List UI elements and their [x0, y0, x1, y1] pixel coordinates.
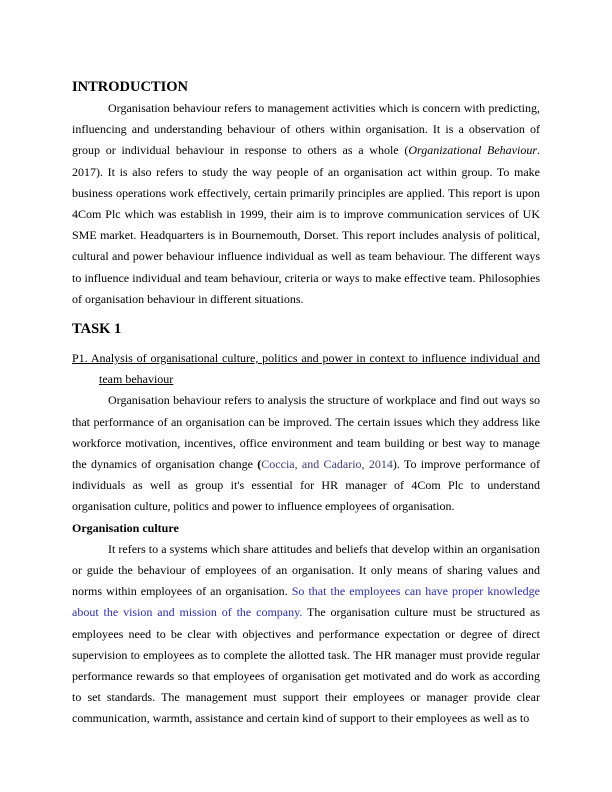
intro-text-a: Organisation behaviour refers to management activities which is concern with predicting, influencing and understanding behaviour of others within organisation. It is a observation of group or individual behaviour in response to others as a whole (	[72, 101, 540, 158]
introduction-heading: INTRODUCTION	[72, 79, 189, 95]
intro-text-b: . 2017). It is also refers to study the way people of an organisation act within group. To make business operations work effectively, certain primarily principles are applied. This report is upon 4Com Plc which was establish in 1999, their aim is to improve communication services of UK SME market. Headquarters is in Bournemouth, Dorset. This report includes analysis of political, cultural and power behaviour influence individual as well as team behaviour. The different ways to influence individual and team behaviour, criteria or ways to make effective team. Philosophies of organisation behaviour in different situations.	[72, 143, 540, 306]
document-page	[72, 72, 540, 730]
task1-heading: TASK 1	[72, 321, 122, 338]
task1-text-b: ). To improve performance of individuals as well as group it's essential for HR manager of 4Com Plc to understand organisation culture, politics and power to influence employees of organisation.	[72, 457, 540, 514]
culture-paragraph	[72, 539, 540, 730]
intro-italic-source: Organizational Behaviour	[408, 143, 537, 158]
introduction-paragraph	[72, 98, 540, 310]
culture-text-b: The organisation culture must be structured as employees need to be clear with objectives and performance expectation or degree of direct supervision to employees as to complete the allotted task. The HR manager must provide regular performance rewards so that employees of organisation get motivated and do work as according to set standards. The management must support their employees or manager provide clear communication, warmth, assistance and certain kind of support to their employees as well as to	[72, 605, 540, 726]
p1-subheading: P1. Analysis of organisational culture, politics and power in context to influence individual and team behaviour	[72, 351, 540, 387]
culture-highlight-text: So that the employees can have proper knowledge about the vision and mission of the company.	[72, 584, 540, 620]
citation-coccia: Coccia, and Cadario, 2014	[261, 457, 393, 472]
task1-text-a: Organisation behaviour refers to analysis the structure of workplace and find out ways so that performance of an organisation can be improved. The certain issues which they address like workforce motivation, incentives, office environment and team building or best way to manage the dynamics of organisation change	[72, 393, 540, 472]
culture-heading: Organisation culture	[72, 520, 179, 535]
culture-text-a: It refers to a systems which share attitudes and beliefs that develop within an organisation or guide the behaviour of employees of an organisation. It only means of sharing values and norms within employees of an organisation.	[72, 541, 540, 599]
task1-paragraph	[72, 390, 540, 517]
task1-open-paren: (	[257, 457, 262, 472]
